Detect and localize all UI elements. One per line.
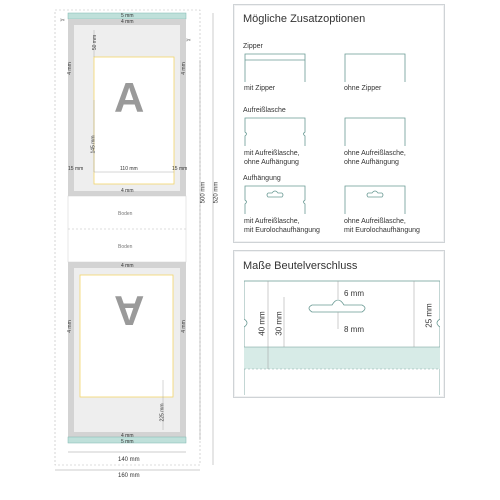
closure-diagram — [244, 277, 440, 395]
closure-panel — [233, 250, 445, 398]
dim-top-width: 5 mm — [121, 13, 134, 19]
tear-with-label — [244, 149, 300, 167]
dim-margin-15-left: 15 mm — [68, 166, 84, 172]
dim-margin-15-right: 15 mm — [172, 166, 188, 172]
closure-dim-30: 30 mm — [274, 311, 284, 336]
boden-label-2: Boden — [118, 244, 133, 250]
hang-with-line2: mit Eurolochaufhängung — [244, 227, 320, 234]
zipper-without-label: ohne Zipper — [344, 85, 382, 92]
svg-text:✂: ✂ — [186, 37, 192, 44]
options-panel — [233, 4, 445, 243]
hang-without-label — [344, 217, 420, 235]
closure-dim-8: 8 mm — [344, 325, 364, 334]
tear-without-label — [344, 149, 406, 167]
dim-rear-right: 4 mm — [180, 320, 187, 333]
dim-bottom-4mm: 4 mm — [121, 433, 134, 439]
dim-total-inner-height: 500 mm — [200, 181, 207, 204]
dim-rear-top: 4 mm — [121, 263, 134, 269]
tear-with-icon — [244, 116, 306, 146]
hang-heading: Aufhängung — [243, 175, 281, 182]
zipper-with-label: mit Zipper — [244, 85, 276, 92]
tear-with-line1: mit Aufreißlasche, — [244, 150, 300, 157]
front-letter: A — [114, 74, 145, 121]
zipper-with-icon — [244, 52, 306, 82]
dim-inner-width-top: 4 mm — [121, 19, 134, 25]
closure-dim-40: 40 mm — [257, 311, 267, 336]
closure-dim-25: 25 mm — [424, 303, 434, 328]
hang-without-line1: ohne Aufreißlasche, — [344, 218, 406, 225]
dim-top-margin: 50 mm — [92, 34, 99, 51]
dim-rear-left: 4 mm — [66, 320, 73, 333]
zipper-heading: Zipper — [243, 43, 263, 50]
dim-width-160: 160 mm — [118, 473, 140, 479]
hang-without-line2: mit Eurolochaufhängung — [344, 227, 420, 234]
dim-side-left: 4 mm — [66, 62, 73, 75]
dim-side-right: 4 mm — [180, 62, 187, 75]
back-letter: A — [114, 287, 145, 334]
hang-with-icon — [244, 184, 306, 214]
dim-width-110: 110 mm — [120, 166, 138, 172]
dim-bottom-5mm: 5 mm — [121, 439, 134, 445]
closure-title: Maße Beutelverschluss — [243, 260, 358, 272]
boden-label-1: Boden — [118, 211, 133, 217]
hang-with-line1: mit Aufreißlasche, — [244, 218, 300, 225]
dim-total-outer-height: 520 mm — [213, 181, 220, 204]
tear-heading: Aufreißlasche — [243, 107, 286, 114]
tear-with-line2: ohne Aufhängung — [244, 159, 299, 166]
tear-without-line2: ohne Aufhängung — [344, 159, 399, 166]
dim-width-140: 140 mm — [118, 457, 140, 463]
tear-without-icon — [344, 116, 406, 146]
hang-with-label — [244, 217, 320, 235]
closure-dim-6: 6 mm — [344, 289, 364, 298]
dim-rear-height: 225 mm — [159, 403, 166, 422]
svg-text:✂: ✂ — [60, 17, 66, 24]
dim-height-145: 145 mm — [90, 135, 97, 154]
options-title: Mögliche Zusatzoptionen — [243, 13, 366, 25]
zipper-without-icon — [344, 52, 406, 82]
dim-mid-4mm: 4 mm — [121, 188, 134, 194]
hang-without-icon — [344, 184, 406, 214]
tear-without-line1: ohne Aufreißlasche, — [344, 150, 406, 157]
